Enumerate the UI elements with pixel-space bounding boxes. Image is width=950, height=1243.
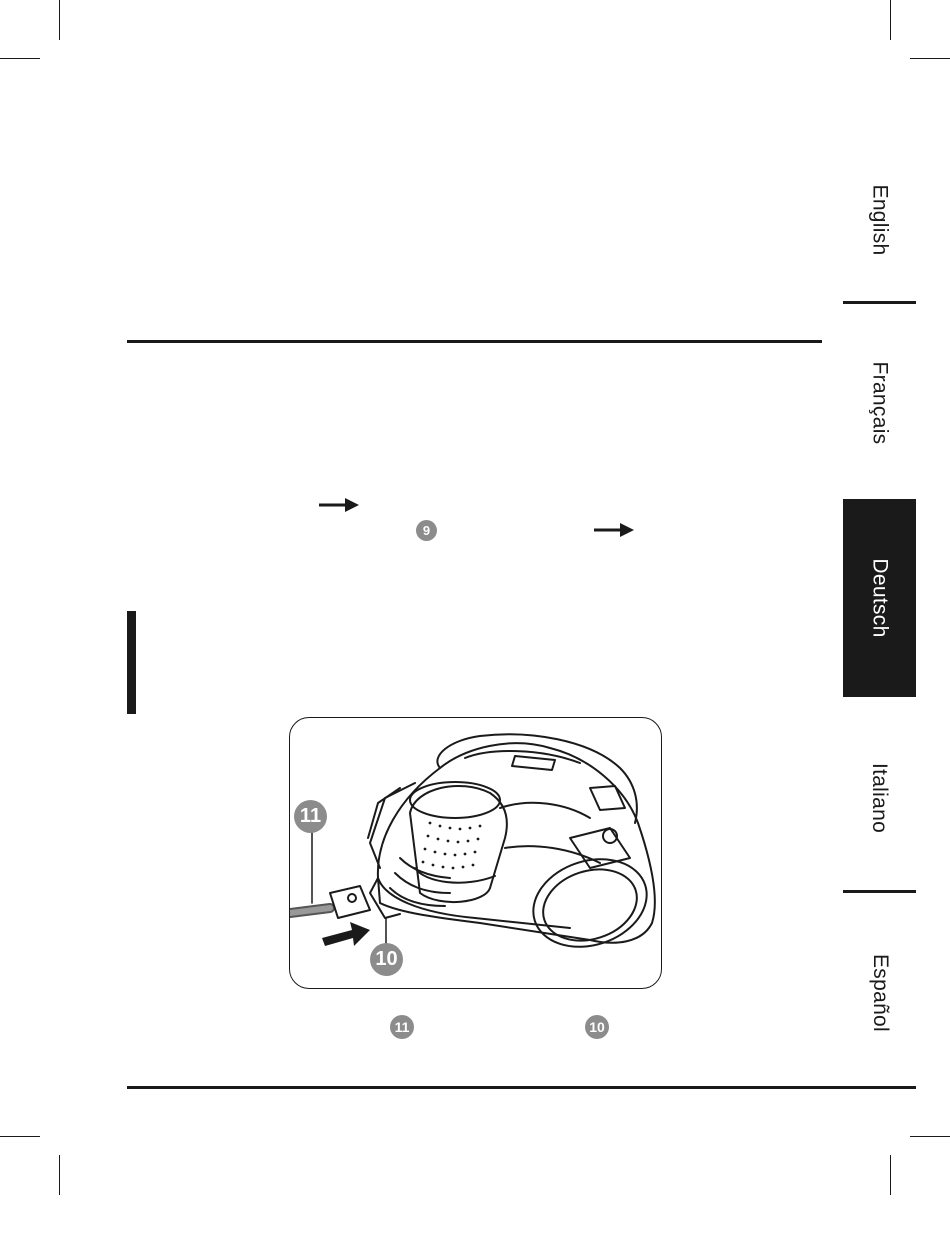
insert-arrow-icon <box>322 922 370 946</box>
arrow-right-icon <box>594 522 634 538</box>
crop-mark <box>910 1136 950 1137</box>
caption-hose-badge: 11 <box>390 1015 414 1039</box>
tab-francais[interactable] <box>843 320 916 485</box>
step-9-badge: 9 <box>416 520 437 541</box>
crop-mark <box>890 1155 891 1195</box>
section-divider-top <box>127 340 822 343</box>
callout-socket-badge: 10 <box>370 943 403 976</box>
crop-mark <box>59 1155 60 1195</box>
tab-english[interactable] <box>843 140 916 300</box>
tab-espanol-label: Español <box>868 953 892 1032</box>
tab-italiano-label: Italiano <box>868 762 892 833</box>
crop-mark <box>59 0 60 40</box>
crop-mark <box>910 58 950 59</box>
tab-separator <box>843 301 916 304</box>
crop-mark <box>890 0 891 40</box>
section-divider-bottom <box>127 1086 916 1089</box>
section-marker-bar <box>127 611 136 714</box>
crop-mark <box>0 1136 40 1137</box>
tab-deutsch-label: Deutsch <box>868 558 892 638</box>
tab-francais-label: Français <box>868 361 892 444</box>
tab-english-label: English <box>868 184 892 256</box>
tab-separator <box>843 890 916 893</box>
tab-italiano[interactable] <box>843 715 916 880</box>
tab-espanol[interactable] <box>843 910 916 1075</box>
vacuum-illustration-frame <box>289 717 662 989</box>
crop-mark <box>0 58 40 59</box>
caption-socket-badge: 10 <box>585 1015 609 1039</box>
vacuum-cleaner-illustration <box>290 718 661 988</box>
callout-hose-badge: 11 <box>294 800 327 833</box>
arrow-right-icon <box>319 497 359 513</box>
tab-deutsch[interactable] <box>843 499 916 697</box>
